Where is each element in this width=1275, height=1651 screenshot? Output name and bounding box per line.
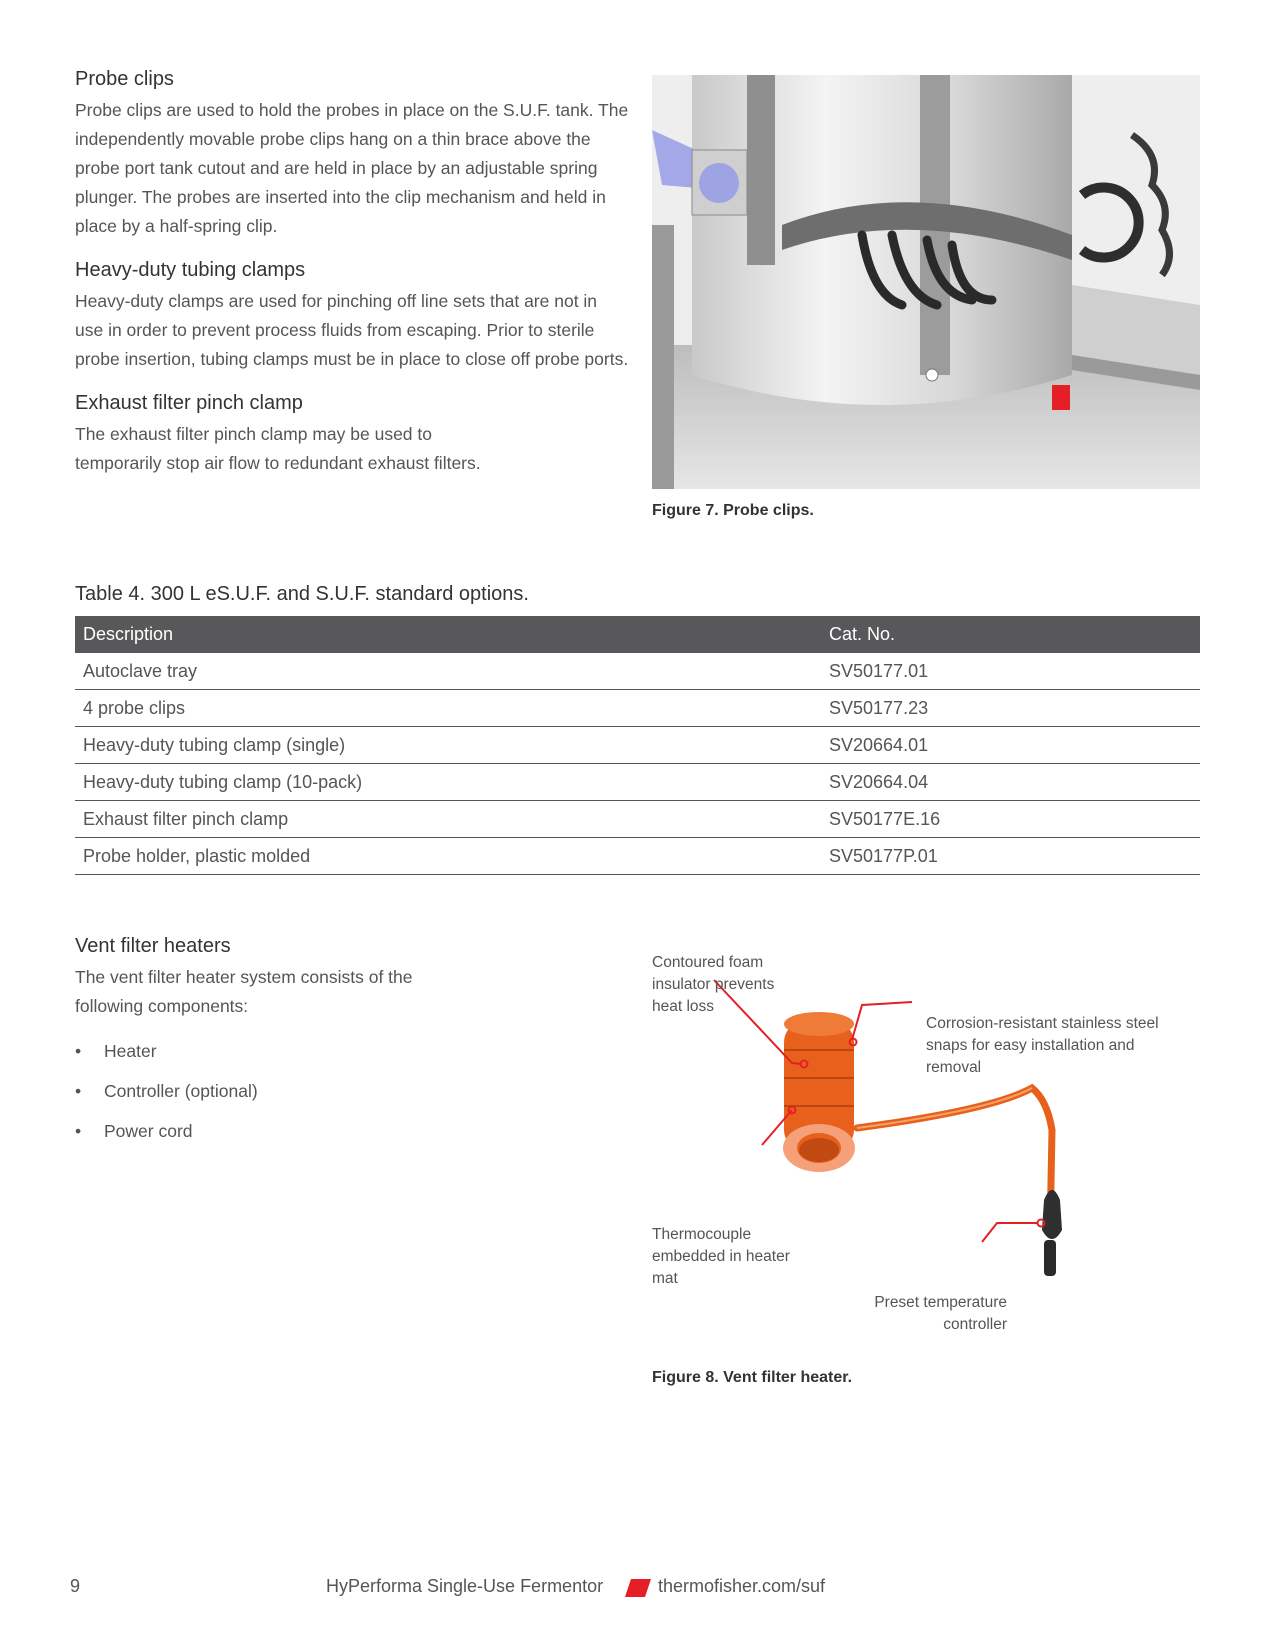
table-cell: SV50177E.16 xyxy=(821,801,1200,838)
callout-line: heat loss xyxy=(652,998,715,1015)
table-row xyxy=(75,727,1200,764)
table-row xyxy=(75,690,1200,727)
callout-line: mat xyxy=(652,1270,678,1287)
component-list xyxy=(75,1039,555,1159)
table-row xyxy=(75,801,1200,838)
callout-line: snaps for easy installation and xyxy=(926,1037,1135,1054)
page-number: 9 xyxy=(70,1576,81,1596)
section-body: Probe clips are used to hold the probes in place on the S.U.F. tank. The independently movable probe clips hang on a thin brace above the probe port tank cutout and are held in place by an adjustable spring plunger. The probes are inserted into the clip mechanism and held in place by a half-spring clip. xyxy=(75,100,629,236)
section-body: Heavy-duty clamps are used for pinching off line sets that are not in use in order to prevent process fluids from escaping. Prior to sterile probe insertion, tubing clamps must be in place to close off probe ports. xyxy=(75,291,629,369)
callout-line: controller xyxy=(943,1316,1007,1333)
list-item xyxy=(75,1079,555,1119)
list-item xyxy=(75,1039,555,1079)
callout-foam-insulator xyxy=(652,952,774,1018)
list-item-label: Heater xyxy=(104,1041,157,1061)
callout-line: Thermocouple xyxy=(652,1226,752,1243)
vent-filter-heater-figure xyxy=(652,954,1200,1350)
section-heading: Vent filter heaters xyxy=(75,935,231,957)
table-title: Table 4. 300 L eS.U.F. and S.U.F. standard options. xyxy=(75,583,529,605)
bullet-icon: • xyxy=(75,1121,82,1141)
column-header: Description xyxy=(75,616,821,653)
callout-line: embedded in heater xyxy=(652,1248,790,1265)
table-cell: SV20664.04 xyxy=(821,764,1200,801)
footer-product-name: HyPerforma Single-Use Fermentor xyxy=(326,1576,604,1596)
callout-line: removal xyxy=(926,1059,982,1076)
probe-clips-photo xyxy=(652,75,1200,489)
callout-line: Preset temperature xyxy=(874,1294,1007,1311)
column-header: Cat. No. xyxy=(821,616,1200,653)
table-cell: Exhaust filter pinch clamp xyxy=(75,801,821,838)
table-cell: Probe holder, plastic molded xyxy=(75,838,821,875)
section-heading: Exhaust filter pinch clamp xyxy=(75,392,303,414)
section-body xyxy=(75,963,555,1021)
callout-steel-snaps xyxy=(926,1013,1159,1079)
callout-line: Corrosion-resistant stainless steel xyxy=(926,1015,1159,1032)
footer-url: thermofisher.com/suf xyxy=(658,1576,826,1596)
body-line: following components: xyxy=(75,996,249,1016)
table-cell: SV50177.01 xyxy=(821,653,1200,690)
options-table xyxy=(75,616,1200,875)
section-probe-clips xyxy=(75,68,630,241)
section-tubing-clamps xyxy=(75,259,630,374)
section-exhaust-clamp xyxy=(75,392,630,478)
section-vent-filter-heaters xyxy=(75,935,555,1159)
probe-clips-illustration xyxy=(652,75,1200,489)
table-header-row xyxy=(75,616,1200,653)
section-body xyxy=(75,420,630,478)
brand-mark-icon xyxy=(625,1579,651,1597)
list-item xyxy=(75,1119,555,1159)
callout-line: Contoured foam xyxy=(652,954,764,971)
callout-thermocouple xyxy=(652,1224,790,1290)
callout-temperature-controller xyxy=(857,1292,1007,1336)
table-row xyxy=(75,764,1200,801)
table-cell: Autoclave tray xyxy=(75,653,821,690)
table-cell: Heavy-duty tubing clamp (10-pack) xyxy=(75,764,821,801)
left-column xyxy=(75,68,630,496)
body-line: The exhaust filter pinch clamp may be used to xyxy=(75,424,432,444)
section-heading: Probe clips xyxy=(75,68,174,90)
list-item-label: Power cord xyxy=(104,1121,193,1141)
section-heading: Heavy-duty tubing clamps xyxy=(75,259,306,281)
figure-8-caption: Figure 8. Vent filter heater. xyxy=(652,1369,853,1386)
body-line: temporarily stop air flow to redundant exhaust filters. xyxy=(75,453,481,473)
callout-line: insulator prevents xyxy=(652,976,775,993)
bullet-icon: • xyxy=(75,1081,82,1101)
bullet-icon: • xyxy=(75,1041,82,1061)
table-cell: SV20664.01 xyxy=(821,727,1200,764)
table-row xyxy=(75,838,1200,875)
table-row xyxy=(75,653,1200,690)
table-cell: SV50177.23 xyxy=(821,690,1200,727)
table-cell: Heavy-duty tubing clamp (single) xyxy=(75,727,821,764)
body-line: The vent filter heater system consists of the xyxy=(75,967,413,987)
figure-7-caption: Figure 7. Probe clips. xyxy=(652,502,814,519)
list-item-label: Controller (optional) xyxy=(104,1081,258,1101)
table-cell: 4 probe clips xyxy=(75,690,821,727)
table-cell: SV50177P.01 xyxy=(821,838,1200,875)
